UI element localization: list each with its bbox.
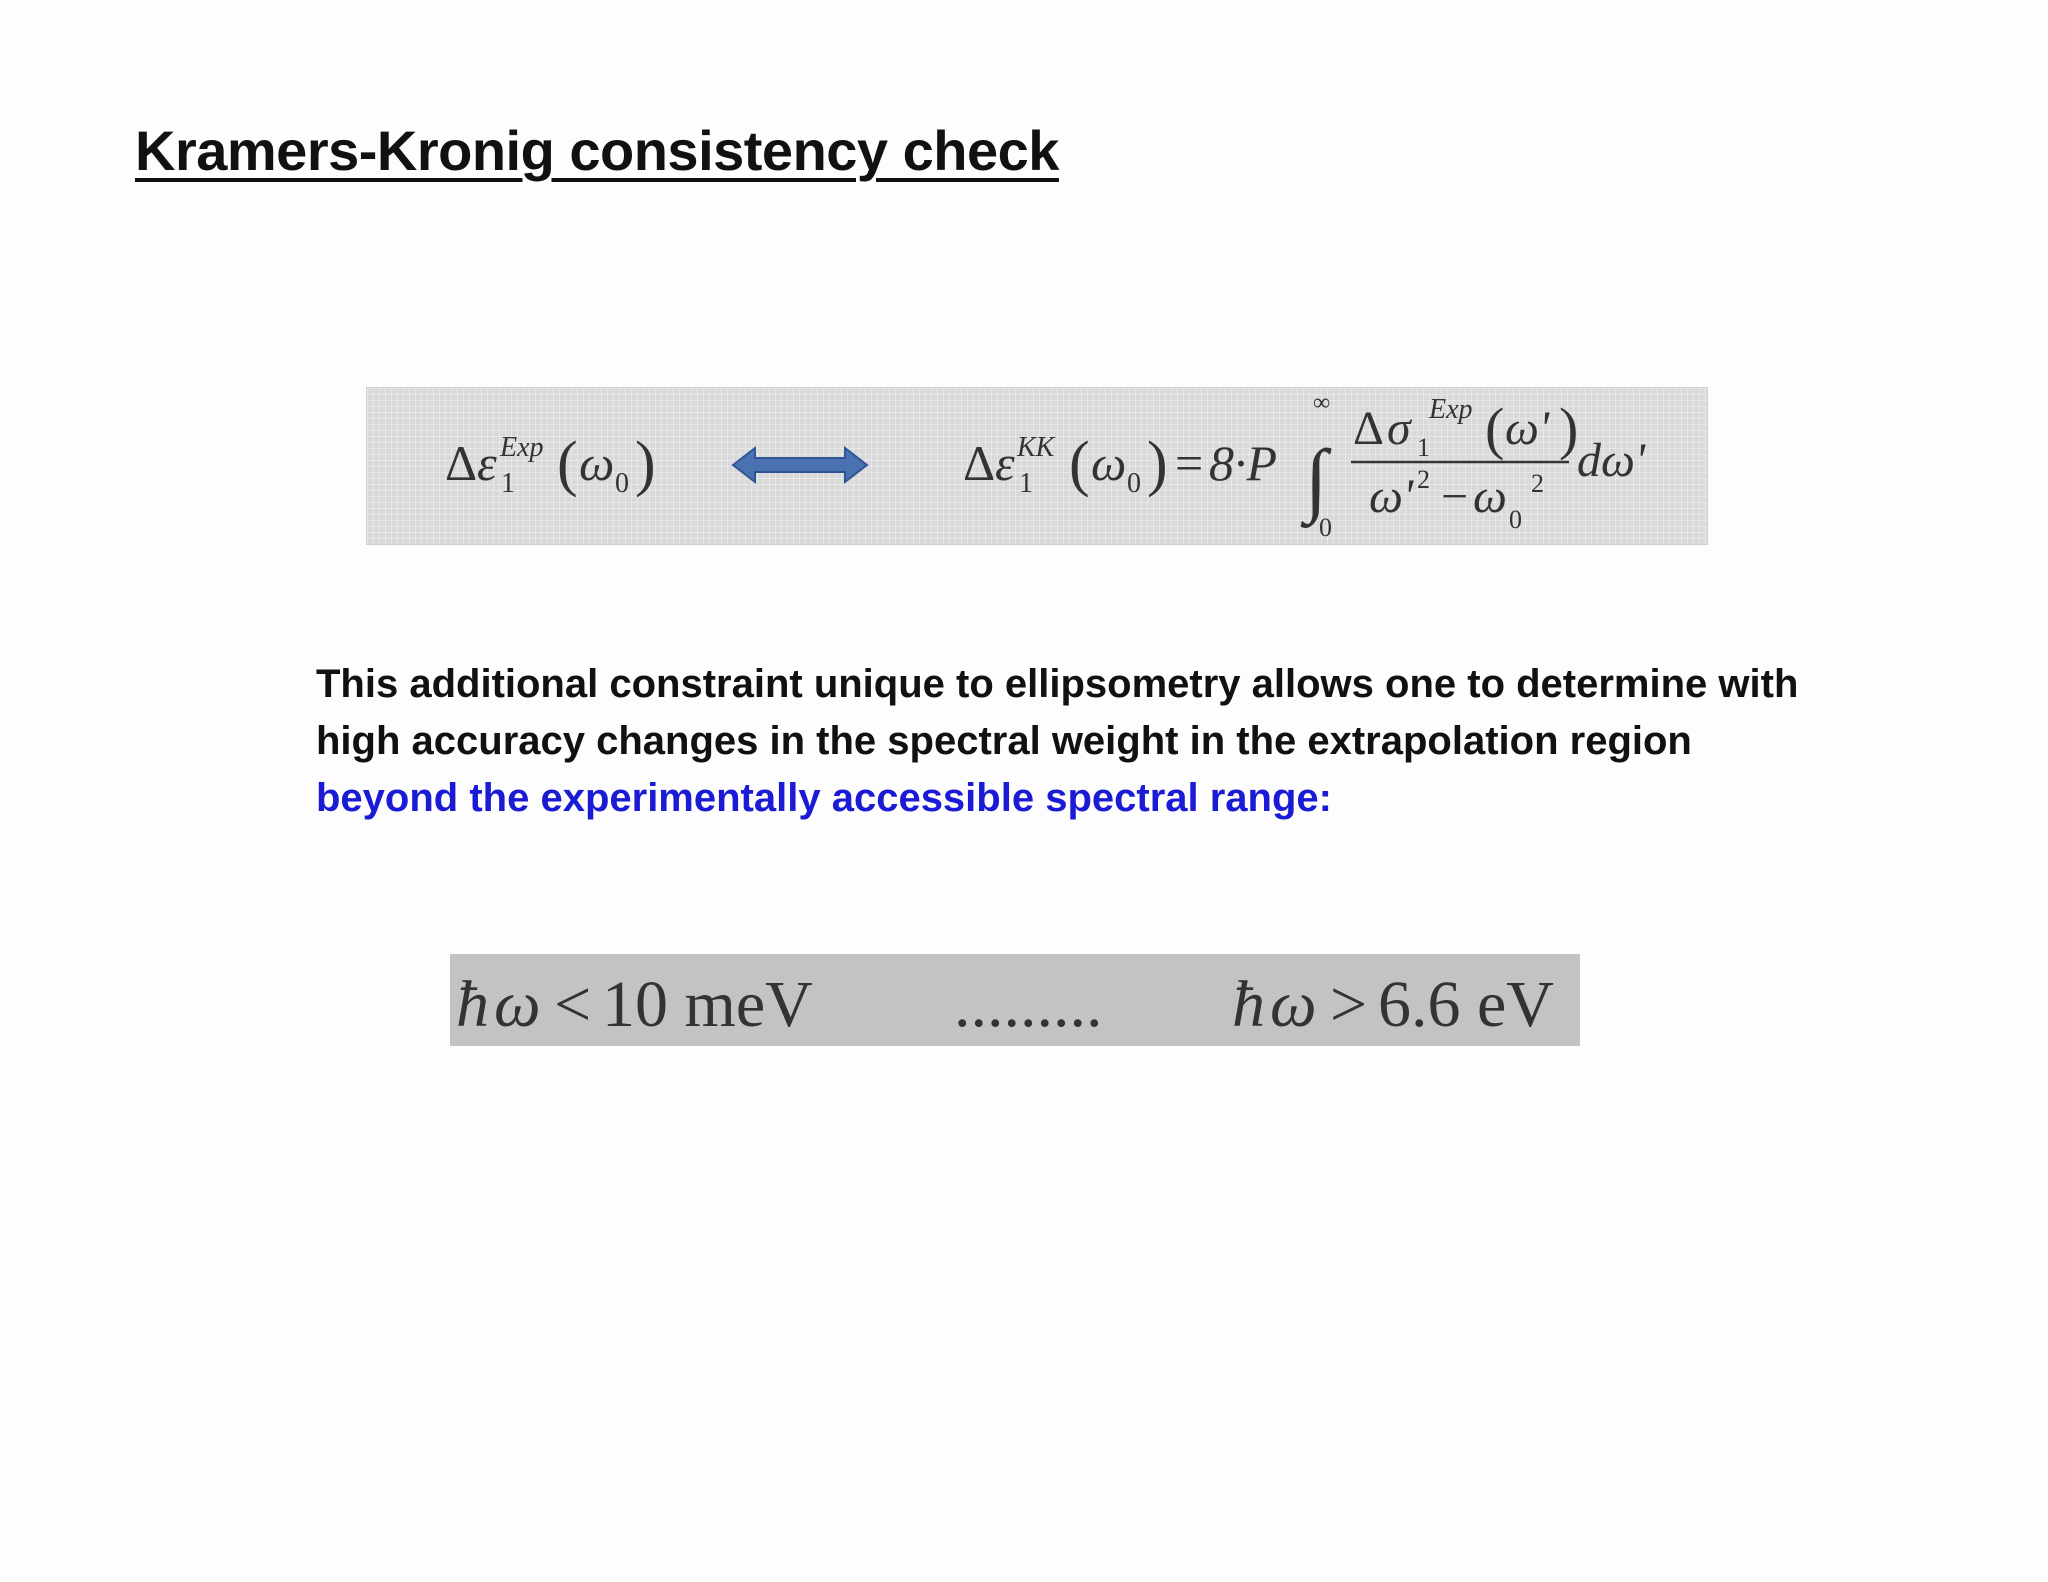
numerator-paren-open: ( xyxy=(1485,396,1505,461)
rhs-epsilon: ε xyxy=(995,435,1015,491)
denominator-term2-power: 2 xyxy=(1531,469,1544,498)
rhs-equals: = xyxy=(1175,435,1204,491)
integral-upper-limit: ∞ xyxy=(1313,390,1331,416)
denominator-minus: − xyxy=(1441,470,1469,523)
lhs-expression xyxy=(445,430,656,499)
numerator-paren-close: ) xyxy=(1559,396,1579,461)
high-relation: > xyxy=(1330,968,1368,1041)
range-dots: ......... xyxy=(954,968,1103,1041)
double-arrow-icon xyxy=(733,448,867,482)
kk-formula xyxy=(367,388,1707,544)
numerator-argument: ω' xyxy=(1505,402,1550,455)
rhs-paren-close: ) xyxy=(1147,430,1168,498)
lhs-omega-subscript: 0 xyxy=(615,468,629,499)
rhs-paren-open: ( xyxy=(1069,430,1090,498)
differential: dω' xyxy=(1577,434,1646,487)
lhs-paren-open: ( xyxy=(557,430,578,498)
denominator-term1: ω' xyxy=(1369,470,1414,523)
spectral-range-box xyxy=(450,954,1580,1046)
lhs-epsilon: ε xyxy=(477,435,497,491)
low-hbar: ħ xyxy=(456,968,489,1041)
slide-title: Kramers-Kronig consistency check xyxy=(135,119,1059,182)
paragraph-plain-text: This additional constraint unique to ellipsometry allows one to determine with high accuracy changes in the spectral weight in the extrapolation region xyxy=(316,662,1799,763)
low-value: 10 meV xyxy=(602,968,813,1041)
denominator-term2-subscript: 0 xyxy=(1509,505,1522,534)
numerator-subscript: 1 xyxy=(1417,433,1430,462)
low-relation: < xyxy=(554,968,592,1041)
rhs-subscript: 1 xyxy=(1019,468,1033,499)
denominator-term1-power: 2 xyxy=(1417,465,1430,494)
rhs-delta: Δ xyxy=(963,435,996,491)
rhs-prefactor: 8·P xyxy=(1209,435,1278,491)
spectral-range xyxy=(450,954,1580,1046)
rhs-expression xyxy=(963,390,1646,542)
kk-formula-box xyxy=(366,387,1708,545)
lhs-delta: Δ xyxy=(445,435,478,491)
high-value: 6.6 eV xyxy=(1378,968,1554,1041)
low-omega: ω xyxy=(494,968,541,1041)
numerator-superscript: Exp xyxy=(1429,394,1473,425)
denominator-term2: ω xyxy=(1473,470,1507,523)
lhs-superscript: Exp xyxy=(500,432,544,463)
paragraph-highlight-text: beyond the experimentally accessible spectral range: xyxy=(316,776,1332,820)
rhs-superscript: KK xyxy=(1017,432,1055,463)
range-low xyxy=(456,968,813,1041)
high-hbar: ħ xyxy=(1232,968,1265,1041)
lhs-omega: ω xyxy=(579,435,615,491)
rhs-omega-subscript: 0 xyxy=(1127,468,1141,499)
constraint-paragraph xyxy=(316,656,1816,827)
lhs-subscript: 1 xyxy=(501,468,515,499)
rhs-omega: ω xyxy=(1091,435,1127,491)
integral-lower-limit: 0 xyxy=(1319,513,1332,542)
range-high xyxy=(1232,968,1554,1041)
high-omega: ω xyxy=(1270,968,1317,1041)
lhs-paren-close: ) xyxy=(635,430,656,498)
numerator-delta: Δ xyxy=(1353,402,1384,455)
integral-sign: ∫ xyxy=(1305,433,1328,524)
numerator-sigma: σ xyxy=(1387,402,1411,455)
